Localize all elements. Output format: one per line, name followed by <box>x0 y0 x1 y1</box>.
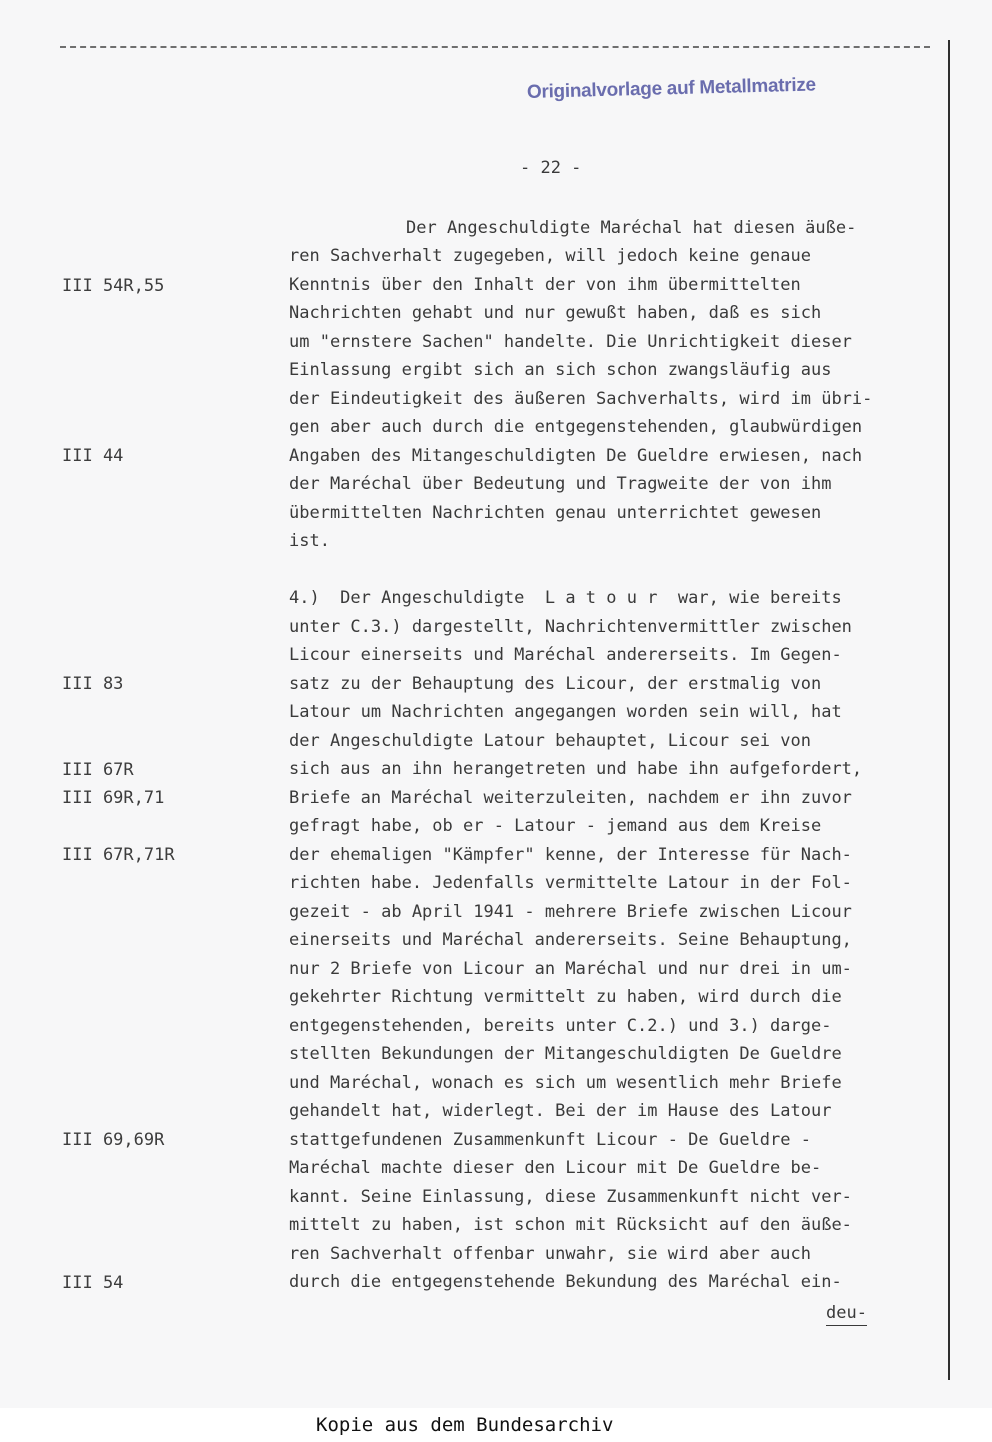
body-text-line: ren Sachverhalt offenbar unwahr, sie wird aber auch <box>289 1244 811 1264</box>
body-text-line: ist. <box>289 531 330 551</box>
body-text-line: der Angeschuldigte Latour behauptet, Licour sei von <box>289 731 811 751</box>
top-dashed-rule <box>60 46 930 48</box>
body-text-line: Angaben des Mitangeschuldigten De Gueldre erwiesen, nach <box>289 446 863 466</box>
body-text-line: kannt. Seine Einlassung, diese Zusammenkunft nicht ver- <box>289 1187 852 1207</box>
body-text-line: gezeit - ab April 1941 - mehrere Briefe zwischen Licour <box>289 902 852 922</box>
archive-footer: Kopie aus dem Bundesarchiv <box>316 1414 614 1436</box>
margin-reference: III 54 <box>62 1273 124 1293</box>
body-text-line: Kenntnis über den Inhalt der von ihm übermittelten <box>289 275 801 295</box>
body-text-line: der Eindeutigkeit des äußeren Sachverhalts, wird im übri- <box>289 389 873 409</box>
body-text-line: ren Sachverhalt zugegeben, will jedoch keine genaue <box>289 246 811 266</box>
body-text-line: satz zu der Behauptung des Licour, der erstmalig von <box>289 674 822 694</box>
body-text-line: Der Angeschuldigte Maréchal hat diesen äuße- <box>406 218 857 238</box>
body-text-line: gekehrter Richtung vermittelt zu haben, wird durch die <box>289 987 842 1007</box>
body-text-line: Briefe an Maréchal weiterzuleiten, nachdem er ihn zuvor <box>289 788 852 808</box>
body-text-line: um "ernstere Sachen" handelte. Die Unrichtigkeit dieser <box>289 332 852 352</box>
body-text-line: durch die entgegenstehende Bekundung des Maréchal ein- <box>289 1272 842 1292</box>
body-text-line: der ehemaligen "Kämpfer" kenne, der Interesse für Nach- <box>289 845 852 865</box>
body-text-line: sich aus an ihn herangetreten und habe ihn aufgefordert, <box>289 759 863 779</box>
page-number: - 22 - <box>520 158 582 178</box>
body-text-line: nur 2 Briefe von Licour an Maréchal und nur drei in um- <box>289 959 852 979</box>
body-text-line: einerseits und Maréchal andererseits. Seine Behauptung, <box>289 930 852 950</box>
body-text-line: gen aber auch durch die entgegenstehenden, glaubwürdigen <box>289 417 863 437</box>
body-text-line: der Maréchal über Bedeutung und Tragweite der von ihm <box>289 474 832 494</box>
body-text-line: stellten Bekundungen der Mitangeschuldigten De Gueldre <box>289 1044 842 1064</box>
margin-reference: III 69R,71 <box>62 788 165 808</box>
body-text-line: unter C.3.) dargestellt, Nachrichtenvermittler zwischen <box>289 617 852 637</box>
body-text-line: übermittelten Nachrichten genau unterrichtet gewesen <box>289 503 822 523</box>
body-text-line: gefragt habe, ob er - Latour - jemand aus dem Kreise <box>289 816 822 836</box>
metal-matrix-stamp: Originalvorlage auf Metallmatrize <box>526 74 817 103</box>
margin-reference: III 54R,55 <box>62 276 165 296</box>
body-text-line: richten habe. Jedenfalls vermittelte Latour in der Fol- <box>289 873 852 893</box>
margin-reference: III 69,69R <box>62 1130 165 1150</box>
body-text-line: gehandelt hat, widerlegt. Bei der im Hause des Latour <box>289 1101 832 1121</box>
margin-reference: III 67R <box>62 760 134 780</box>
margin-reference: III 67R,71R <box>62 845 175 865</box>
body-text-line: Einlassung ergibt sich an sich schon zwangsläufig aus <box>289 360 832 380</box>
body-text-line: Nachrichten gehabt und nur gewußt haben, daß es sich <box>289 303 822 323</box>
body-text-line: Latour um Nachrichten angegangen worden sein will, hat <box>289 702 842 722</box>
margin-reference: III 44 <box>62 446 124 466</box>
body-text-line: Licour einerseits und Maréchal andererseits. Im Gegen- <box>289 645 842 665</box>
body-text-line: entgegenstehenden, bereits unter C.2.) und 3.) darge- <box>289 1016 832 1036</box>
body-text-line: Maréchal machte dieser den Licour mit De Gueldre be- <box>289 1158 822 1178</box>
body-text-line: 4.) Der Angeschuldigte L a t o u r war, wie bereits <box>289 588 842 608</box>
right-margin-rule <box>948 40 950 1380</box>
catchword: deu- <box>826 1303 867 1326</box>
body-text-line: mittelt zu haben, ist schon mit Rücksicht auf den äuße- <box>289 1215 852 1235</box>
body-text-line: stattgefundenen Zusammenkunft Licour - De Gueldre - <box>289 1130 811 1150</box>
body-text-line: und Maréchal, wonach es sich um wesentlich mehr Briefe <box>289 1073 842 1093</box>
margin-reference: III 83 <box>62 674 124 694</box>
